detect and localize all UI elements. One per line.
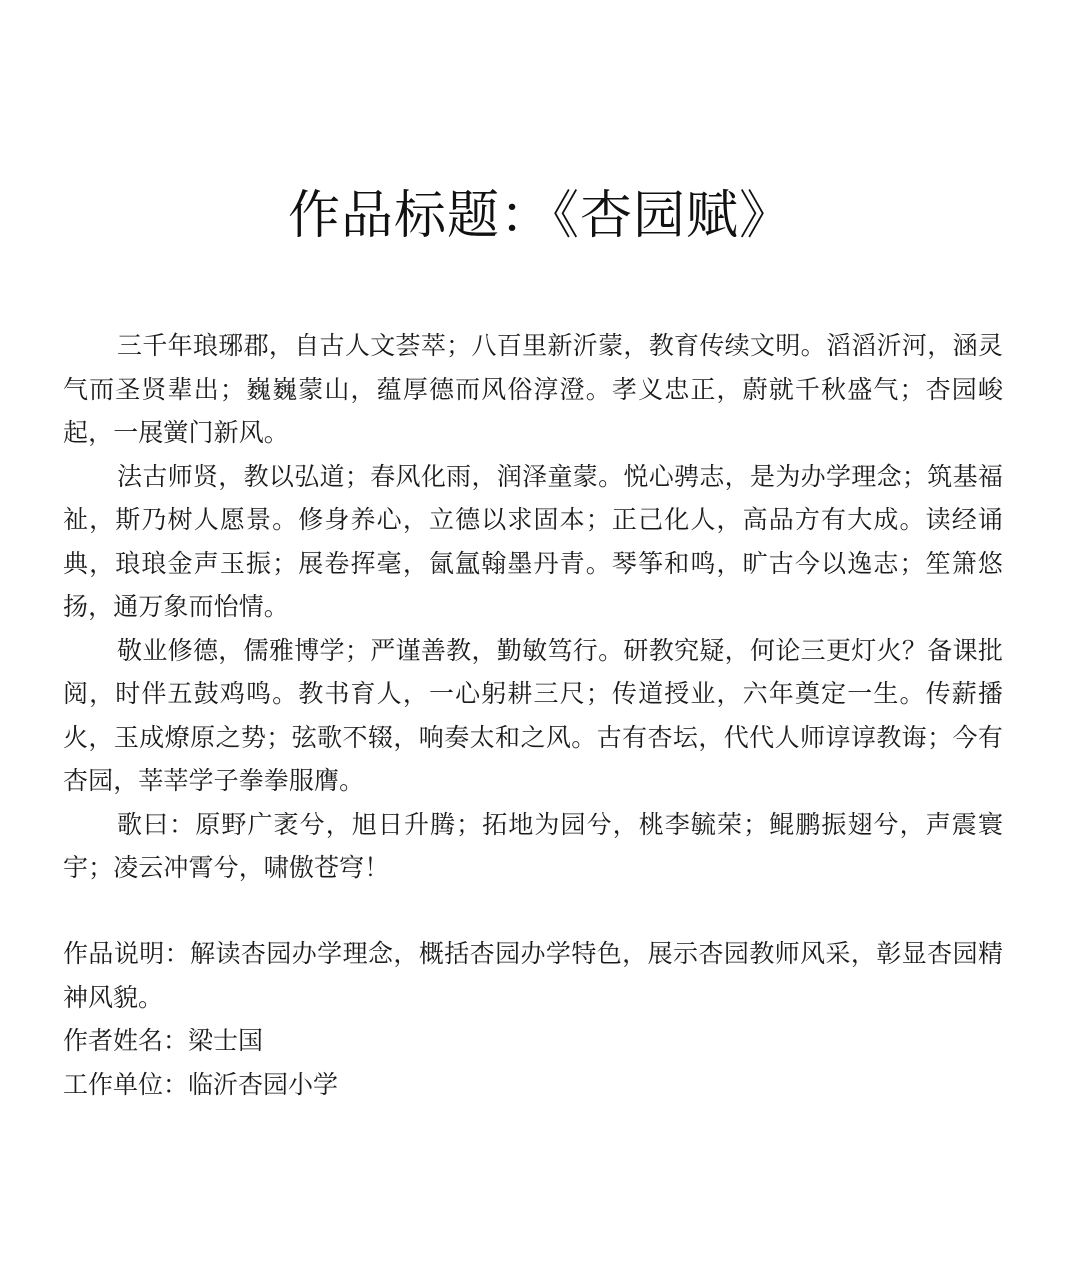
work-info — [63, 932, 1003, 1106]
poem-paragraph-3: 敬业修德，儒雅博学；严谨善教，勤敏笃行。研教究疑，何论三更灯火？备课批阅，时伴五鼓鸡鸣。教书育人，一心躬耕三尺；传道授业，六年奠定一生。传薪播火，玉成燎原之势；弦歌不辍，响奏太和之风。古有杏坛，代代人师谆谆教诲；今有杏园，莘莘学子拳拳服膺。 — [63, 635, 1003, 795]
work-description: 作品说明：解读杏园办学理念，概括杏园办学特色，展示杏园教师风采，彰显杏园精神风貌。 — [63, 939, 1003, 1012]
poem-paragraph-4: 歌曰：原野广袤兮，旭日升腾；拓地为园兮，桃李毓荣；鲲鹏振翅兮，声震寰宇；凌云冲霄兮，啸傲苍穹！ — [63, 809, 1003, 882]
document-title: 作品标题：《杏园赋》 — [287, 186, 792, 246]
author-name: 作者姓名：梁士国 — [63, 1026, 264, 1055]
poem-paragraph-1: 三千年琅琊郡，自古人文荟萃；八百里新沂蒙，教育传续文明。滔滔沂河，涵灵气而圣贤辈出；巍巍蒙山，蕴厚德而风俗淳澄。孝义忠正，蔚就千秋盛气；杏园峻起，一展黉门新风。 — [63, 331, 1003, 447]
work-organization: 工作单位：临沂杏园小学 — [63, 1069, 339, 1099]
poem-paragraph-2: 法古师贤，教以弘道；春风化雨，润泽童蒙。悦心骋志，是为办学理念；筑基福祉，斯乃树人愿景。修身养心，立德以求固本；正己化人，高品方有大成。读经诵典，琅琅金声玉振；展卷挥毫，氤氲翰墨丹青。琴筝和鸣，旷古今以逸志；笙箫悠扬，通万象而怡情。 — [63, 461, 1003, 621]
poem-body — [63, 324, 1003, 890]
